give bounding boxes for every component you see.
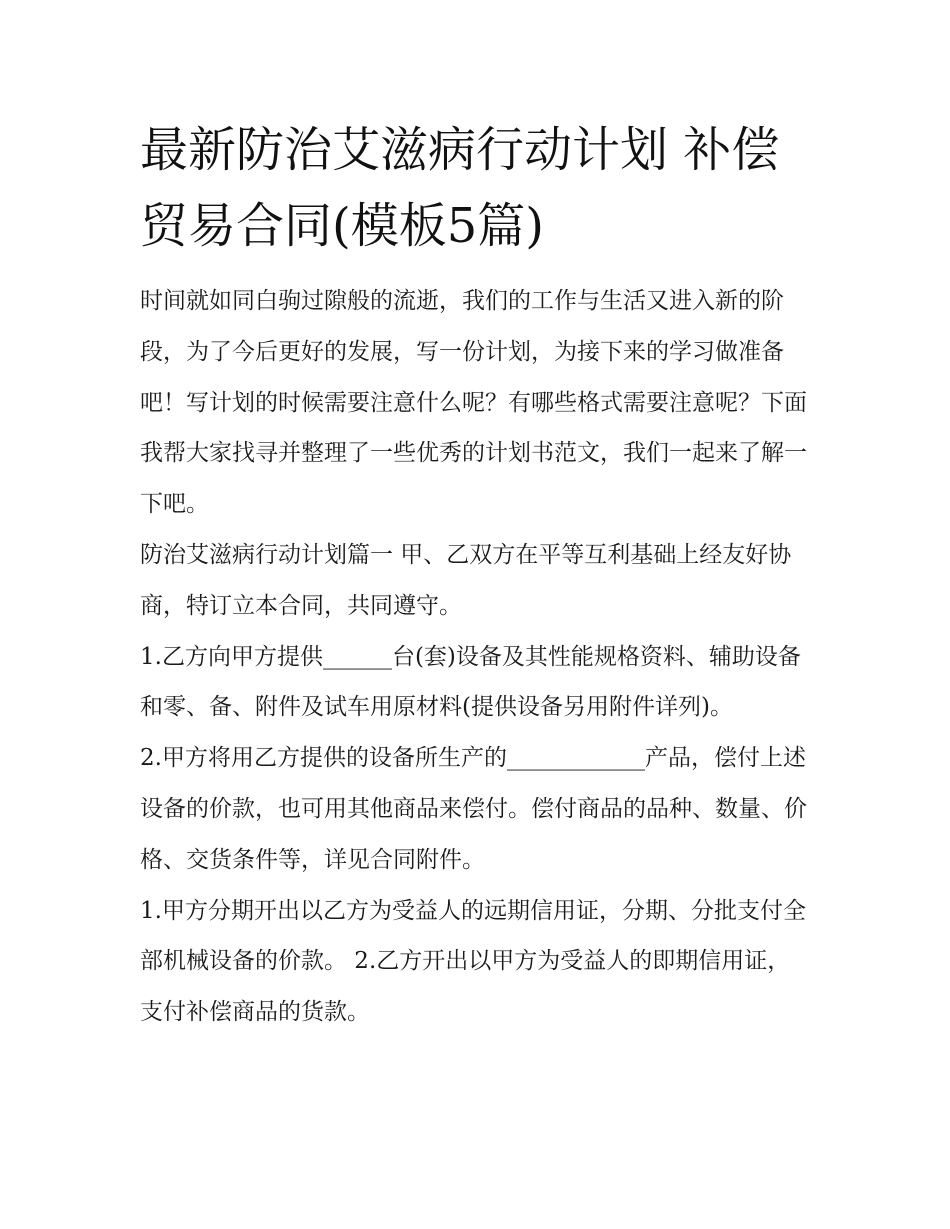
clause-equipment-lead: 1.乙方向甲方提供 (140, 643, 323, 670)
document-content (140, 112, 812, 1038)
clause-letters-of-credit: 1.甲方分期开出以乙方为受益人的远期信用证，分期、分批支付全部机械设备的价款。 2.乙方开出以甲方为受益人的即期信用证，支付补偿商品的货款。 (140, 897, 806, 1026)
section-one-paragraph: 防治艾滋病行动计划篇一 甲、乙双方在平等互利基础上经友好协商，特订立本合同，共同遵守。 (140, 541, 792, 619)
document-title: 最新防治艾滋病行动计划 补偿贸易合同(模板5篇) (140, 122, 780, 254)
clause-equipment-blank: ______ (322, 643, 392, 670)
clause-payment-goods (140, 733, 812, 885)
clause-payment-goods-blank: ____________ (506, 745, 645, 772)
clause-payment-goods-rest: 产品，偿付上述设备的价款，也可用其他商品来偿付。偿付商品的品种、数量、价格、交货条件等，详见合同附件。 (140, 745, 807, 873)
clause-equipment-rest: 台(套)设备及其性能规格资料、辅助设备和零、备、附件及试车用原材料(提供设备另用附件详列)。 (140, 643, 801, 721)
intro-paragraph: 时间就如同白驹过隙般的流逝，我们的工作与生活又进入新的阶段，为了今后更好的发展，写一份计划，为接下来的学习做准备吧！写计划的时候需要注意什么呢？有哪些格式需要注意呢？下面我帮大家找寻并整理了一些优秀的计划书范文，我们一起来了解一下吧。 (140, 288, 807, 518)
clause-payment-goods-lead: 2.甲方将用乙方提供的设备所生产的 (140, 745, 507, 772)
clause-equipment (140, 632, 812, 734)
